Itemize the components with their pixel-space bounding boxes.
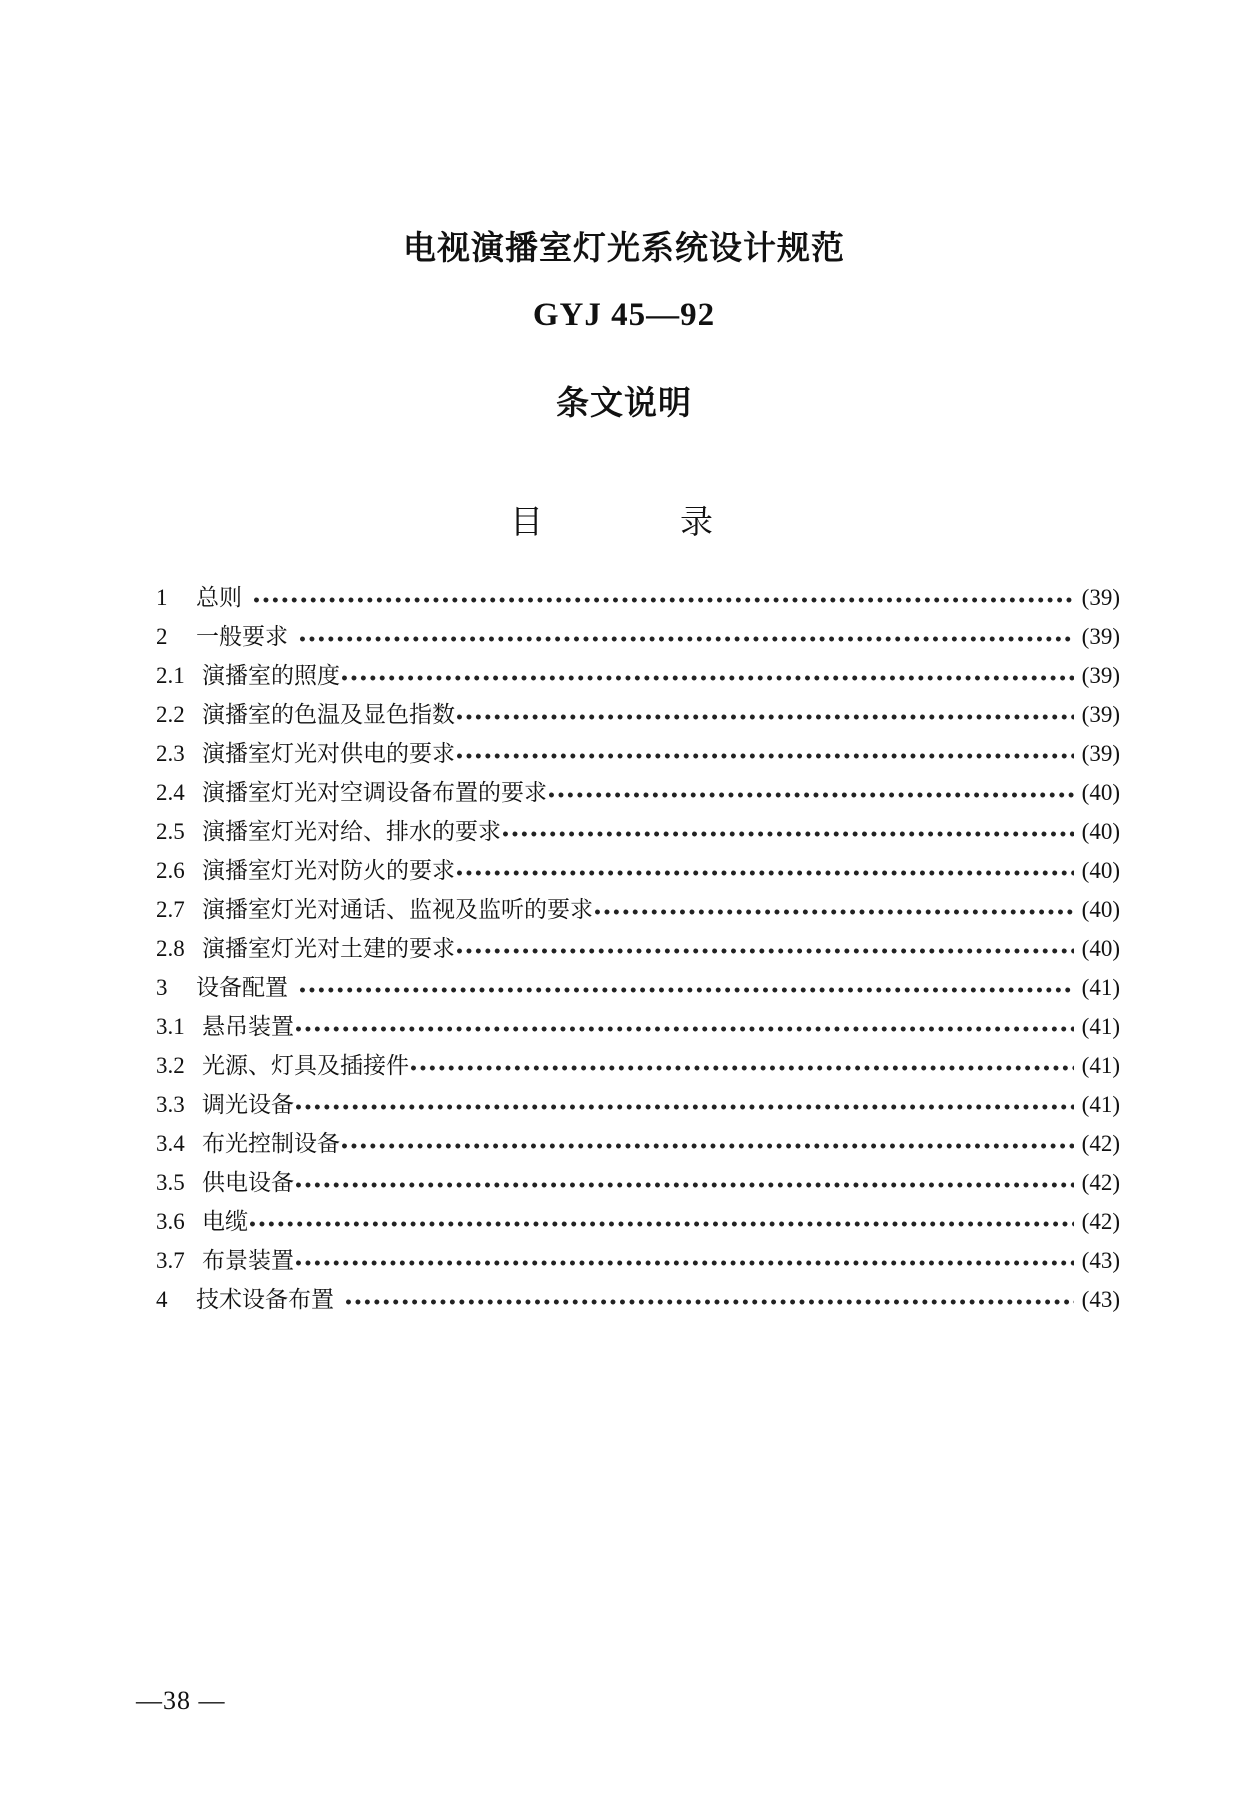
toc-entry-number: 2 — [156, 624, 168, 649]
toc-dot-leader — [298, 983, 1074, 999]
toc-entry — [156, 813, 1120, 852]
toc-dot-leader — [294, 1178, 1074, 1194]
toc-entry-number: 2.2 — [156, 702, 185, 727]
toc-entry-number: 1 — [156, 585, 168, 610]
document-subtitle: 条文说明 — [556, 383, 692, 422]
toc-dot-leader — [340, 671, 1074, 687]
toc-entry-label: 演播室灯光对防火的要求 — [202, 858, 455, 884]
toc-entry — [156, 1125, 1120, 1164]
toc-entry — [156, 579, 1120, 618]
toc-entry-label: 演播室灯光对土建的要求 — [202, 936, 455, 962]
toc-entry-page: (40) — [1081, 858, 1120, 883]
toc-entry-label: 电缆 — [202, 1209, 248, 1235]
toc-dot-leader — [455, 710, 1074, 726]
toc-entry-page: (43) — [1081, 1248, 1120, 1273]
toc-entry-label: 演播室的色温及显色指数 — [202, 702, 455, 728]
toc-entry-page: (39) — [1081, 624, 1120, 649]
toc-dot-leader — [248, 1217, 1074, 1233]
toc-entry-number: 3.7 — [156, 1248, 185, 1273]
toc-dot-leader — [252, 593, 1074, 609]
toc-entry-number: 2.6 — [156, 858, 185, 883]
toc-entry — [156, 774, 1120, 813]
toc-entry-label: 技术设备布置 — [196, 1287, 334, 1313]
toc-dot-leader — [340, 1139, 1074, 1155]
document-title: 电视演播室灯光系统设计规范 — [403, 228, 845, 267]
toc-entry — [156, 1203, 1120, 1242]
toc-entry — [156, 969, 1120, 1008]
toc-entry — [156, 852, 1120, 891]
toc-entry — [156, 618, 1120, 657]
toc-entry — [156, 1281, 1120, 1320]
toc-dot-leader — [547, 788, 1074, 804]
toc-dot-leader — [409, 1061, 1074, 1077]
toc-entry-label: 设备配置 — [196, 975, 288, 1001]
toc-dot-leader — [455, 866, 1074, 882]
toc-entry-label: 演播室灯光对通话、监视及监听的要求 — [202, 897, 593, 923]
toc-entry — [156, 696, 1120, 735]
toc-entry-number: 3.6 — [156, 1209, 185, 1234]
toc-entry-label: 演播室的照度 — [202, 663, 340, 689]
toc-heading-left: 目 — [510, 502, 543, 541]
toc-entry-page: (40) — [1081, 819, 1120, 844]
toc-dot-leader — [298, 632, 1074, 648]
toc-entry-label: 光源、灯具及插接件 — [202, 1053, 409, 1079]
toc-entry — [156, 1047, 1120, 1086]
toc-entry-number: 2.3 — [156, 741, 185, 766]
toc-entry-number: 3.1 — [156, 1014, 185, 1039]
toc-entry-label: 供电设备 — [202, 1170, 294, 1196]
toc-heading-right: 录 — [680, 502, 713, 541]
toc-entry-label: 悬吊装置 — [202, 1014, 294, 1040]
toc-entry-page: (39) — [1081, 702, 1120, 727]
toc-dot-leader — [294, 1100, 1074, 1116]
toc-entry-label: 演播室灯光对给、排水的要求 — [202, 819, 501, 845]
toc-entry-number: 2.8 — [156, 936, 185, 961]
toc-entry-label: 演播室灯光对供电的要求 — [202, 741, 455, 767]
toc-entry-page: (41) — [1081, 975, 1120, 1000]
toc-entry — [156, 891, 1120, 930]
toc-entry-page: (40) — [1081, 936, 1120, 961]
toc-entry-number: 2.4 — [156, 780, 185, 805]
toc-entry-page: (42) — [1081, 1209, 1120, 1234]
toc-entry-page: (41) — [1081, 1092, 1120, 1117]
toc-entry — [156, 1164, 1120, 1203]
toc-entry — [156, 657, 1120, 696]
toc-entry-number: 3.4 — [156, 1131, 185, 1156]
toc-entry-number: 2.1 — [156, 663, 185, 688]
table-of-contents — [156, 579, 1120, 1320]
toc-entry-page: (43) — [1081, 1287, 1120, 1312]
toc-entry-number: 2.7 — [156, 897, 185, 922]
standard-code: GYJ 45—92 — [532, 297, 716, 333]
toc-entry-label: 演播室灯光对空调设备布置的要求 — [202, 780, 547, 806]
toc-dot-leader — [501, 827, 1074, 843]
toc-entry-number: 3.2 — [156, 1053, 185, 1078]
toc-entry-page: (41) — [1081, 1014, 1120, 1039]
toc-dot-leader — [593, 905, 1074, 921]
toc-entry-page: (42) — [1081, 1131, 1120, 1156]
toc-entry-page: (39) — [1081, 741, 1120, 766]
toc-dot-leader — [344, 1295, 1074, 1311]
toc-entry-number: 2.5 — [156, 819, 185, 844]
toc-entry-number: 3.5 — [156, 1170, 185, 1195]
toc-entry-page: (42) — [1081, 1170, 1120, 1195]
toc-entry-number: 3 — [156, 975, 168, 1000]
toc-entry-page: (40) — [1081, 780, 1120, 805]
toc-entry — [156, 1008, 1120, 1047]
toc-dot-leader — [455, 944, 1074, 960]
toc-entry — [156, 735, 1120, 774]
toc-entry-label: 总则 — [196, 585, 242, 611]
page-number: —38 — — [136, 1686, 226, 1715]
toc-dot-leader — [294, 1256, 1074, 1272]
toc-entry-page: (39) — [1081, 585, 1120, 610]
toc-entry-label: 调光设备 — [202, 1092, 294, 1118]
toc-entry-label: 布景装置 — [202, 1248, 294, 1274]
toc-entry-number: 4 — [156, 1287, 168, 1312]
toc-entry — [156, 1086, 1120, 1125]
toc-entry-page: (41) — [1081, 1053, 1120, 1078]
toc-dot-leader — [294, 1022, 1074, 1038]
toc-entry-page: (40) — [1081, 897, 1120, 922]
toc-entry-number: 3.3 — [156, 1092, 185, 1117]
toc-entry — [156, 930, 1120, 969]
toc-entry — [156, 1242, 1120, 1281]
toc-entry-label: 一般要求 — [196, 624, 288, 650]
toc-entry-label: 布光控制设备 — [202, 1131, 340, 1157]
toc-dot-leader — [455, 749, 1074, 765]
toc-entry-page: (39) — [1081, 663, 1120, 688]
